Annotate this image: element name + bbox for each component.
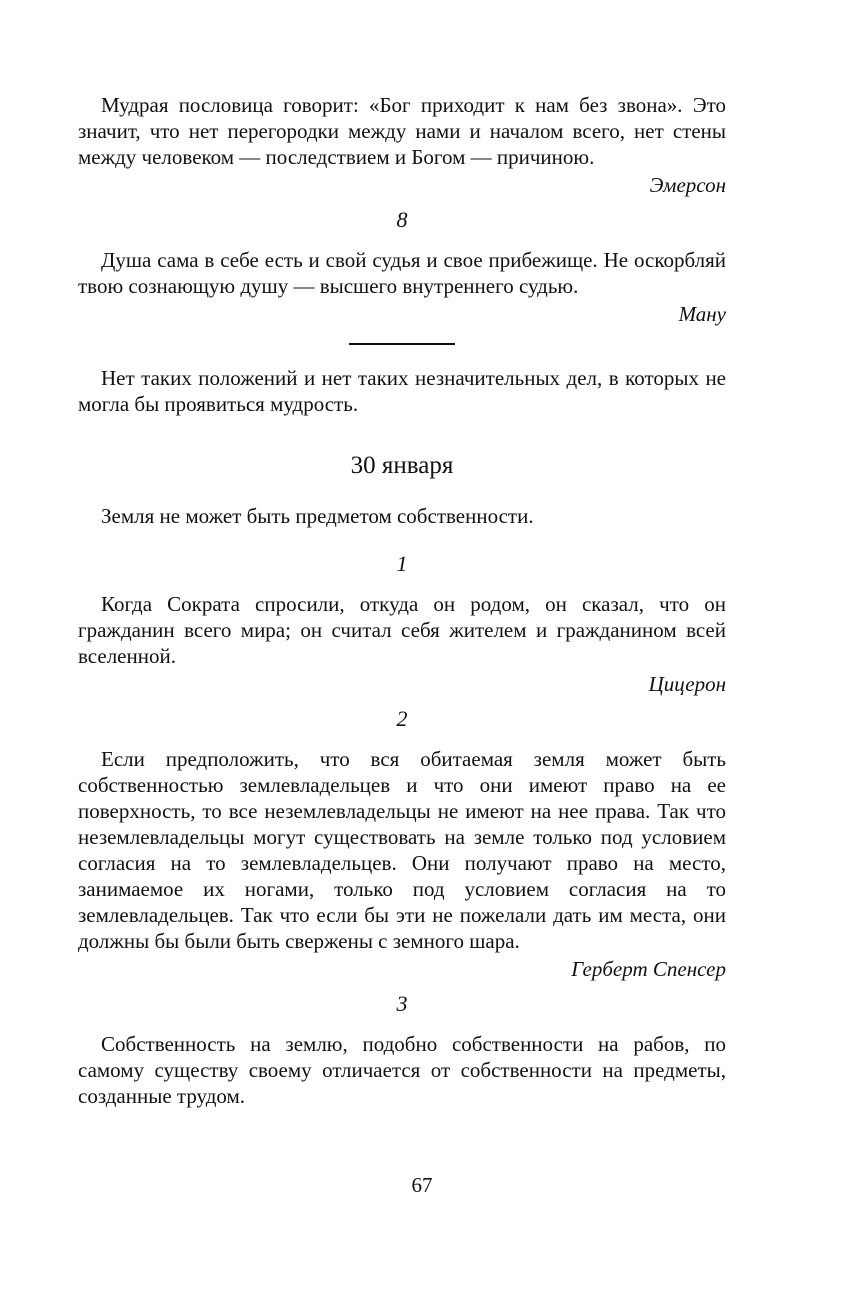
section-number-2: 2	[396, 706, 408, 731]
author-cicero: Цицерон	[648, 672, 726, 696]
paragraph-emerson-quote: Мудрая пословица говорит: «Бог приходит к нам без звона». Это значит, что нет перегородки между нами и началом всего, нет стены между человеком — последствием и Богом — причиною.	[78, 93, 726, 169]
paragraph-spencer-quote: Если предположить, что вся обитаемая земля может быть собственностью землевладельцев и что они имеют право на ее поверхность, то все неземлевладельцы не имеют на нее права. Так что неземлевладельцы могут существовать на земле только под условием согласия на то землевладельцев. Они получают право на место, занимаемое их ногами, только под условием согласия на то землевладельцев. Так что если бы эти не пожелали дать им места, они должны бы были быть свержены с земного шара.	[78, 747, 726, 953]
paragraph-manu-quote: Душа сама в себе есть и свой судья и свое прибежище. Не оскорбляй твою сознающую душу — высшего внутреннего судью.	[78, 248, 726, 298]
author-manu: Ману	[678, 302, 726, 326]
author-spencer: Герберт Спенсер	[571, 957, 726, 981]
paragraph-thesis: Земля не может быть предметом собственности.	[101, 504, 534, 528]
paragraph-socrates-quote: Когда Сократа спросили, откуда он родом, он сказал, что он гражданин всего мира; он считал себя жителем и гражданином всей вселенной.	[78, 592, 726, 668]
paragraph-wisdom: Нет таких положений и нет таких незначительных дел, в которых не могла бы проявиться мудрость.	[78, 366, 726, 416]
paragraph-land-property: Собственность на землю, подобно собственности на рабов, по самому существу своему отличается от собственности на предметы, созданные трудом.	[78, 1032, 726, 1108]
author-emerson: Эмерсон	[649, 173, 726, 197]
section-number-3: 3	[396, 991, 408, 1016]
section-divider	[349, 343, 455, 345]
section-number-8: 8	[396, 207, 408, 232]
page-body	[78, 92, 726, 1109]
section-number-1: 1	[396, 551, 408, 576]
page-number: 67	[411, 1173, 433, 1197]
date-heading: 30 января	[350, 452, 454, 479]
